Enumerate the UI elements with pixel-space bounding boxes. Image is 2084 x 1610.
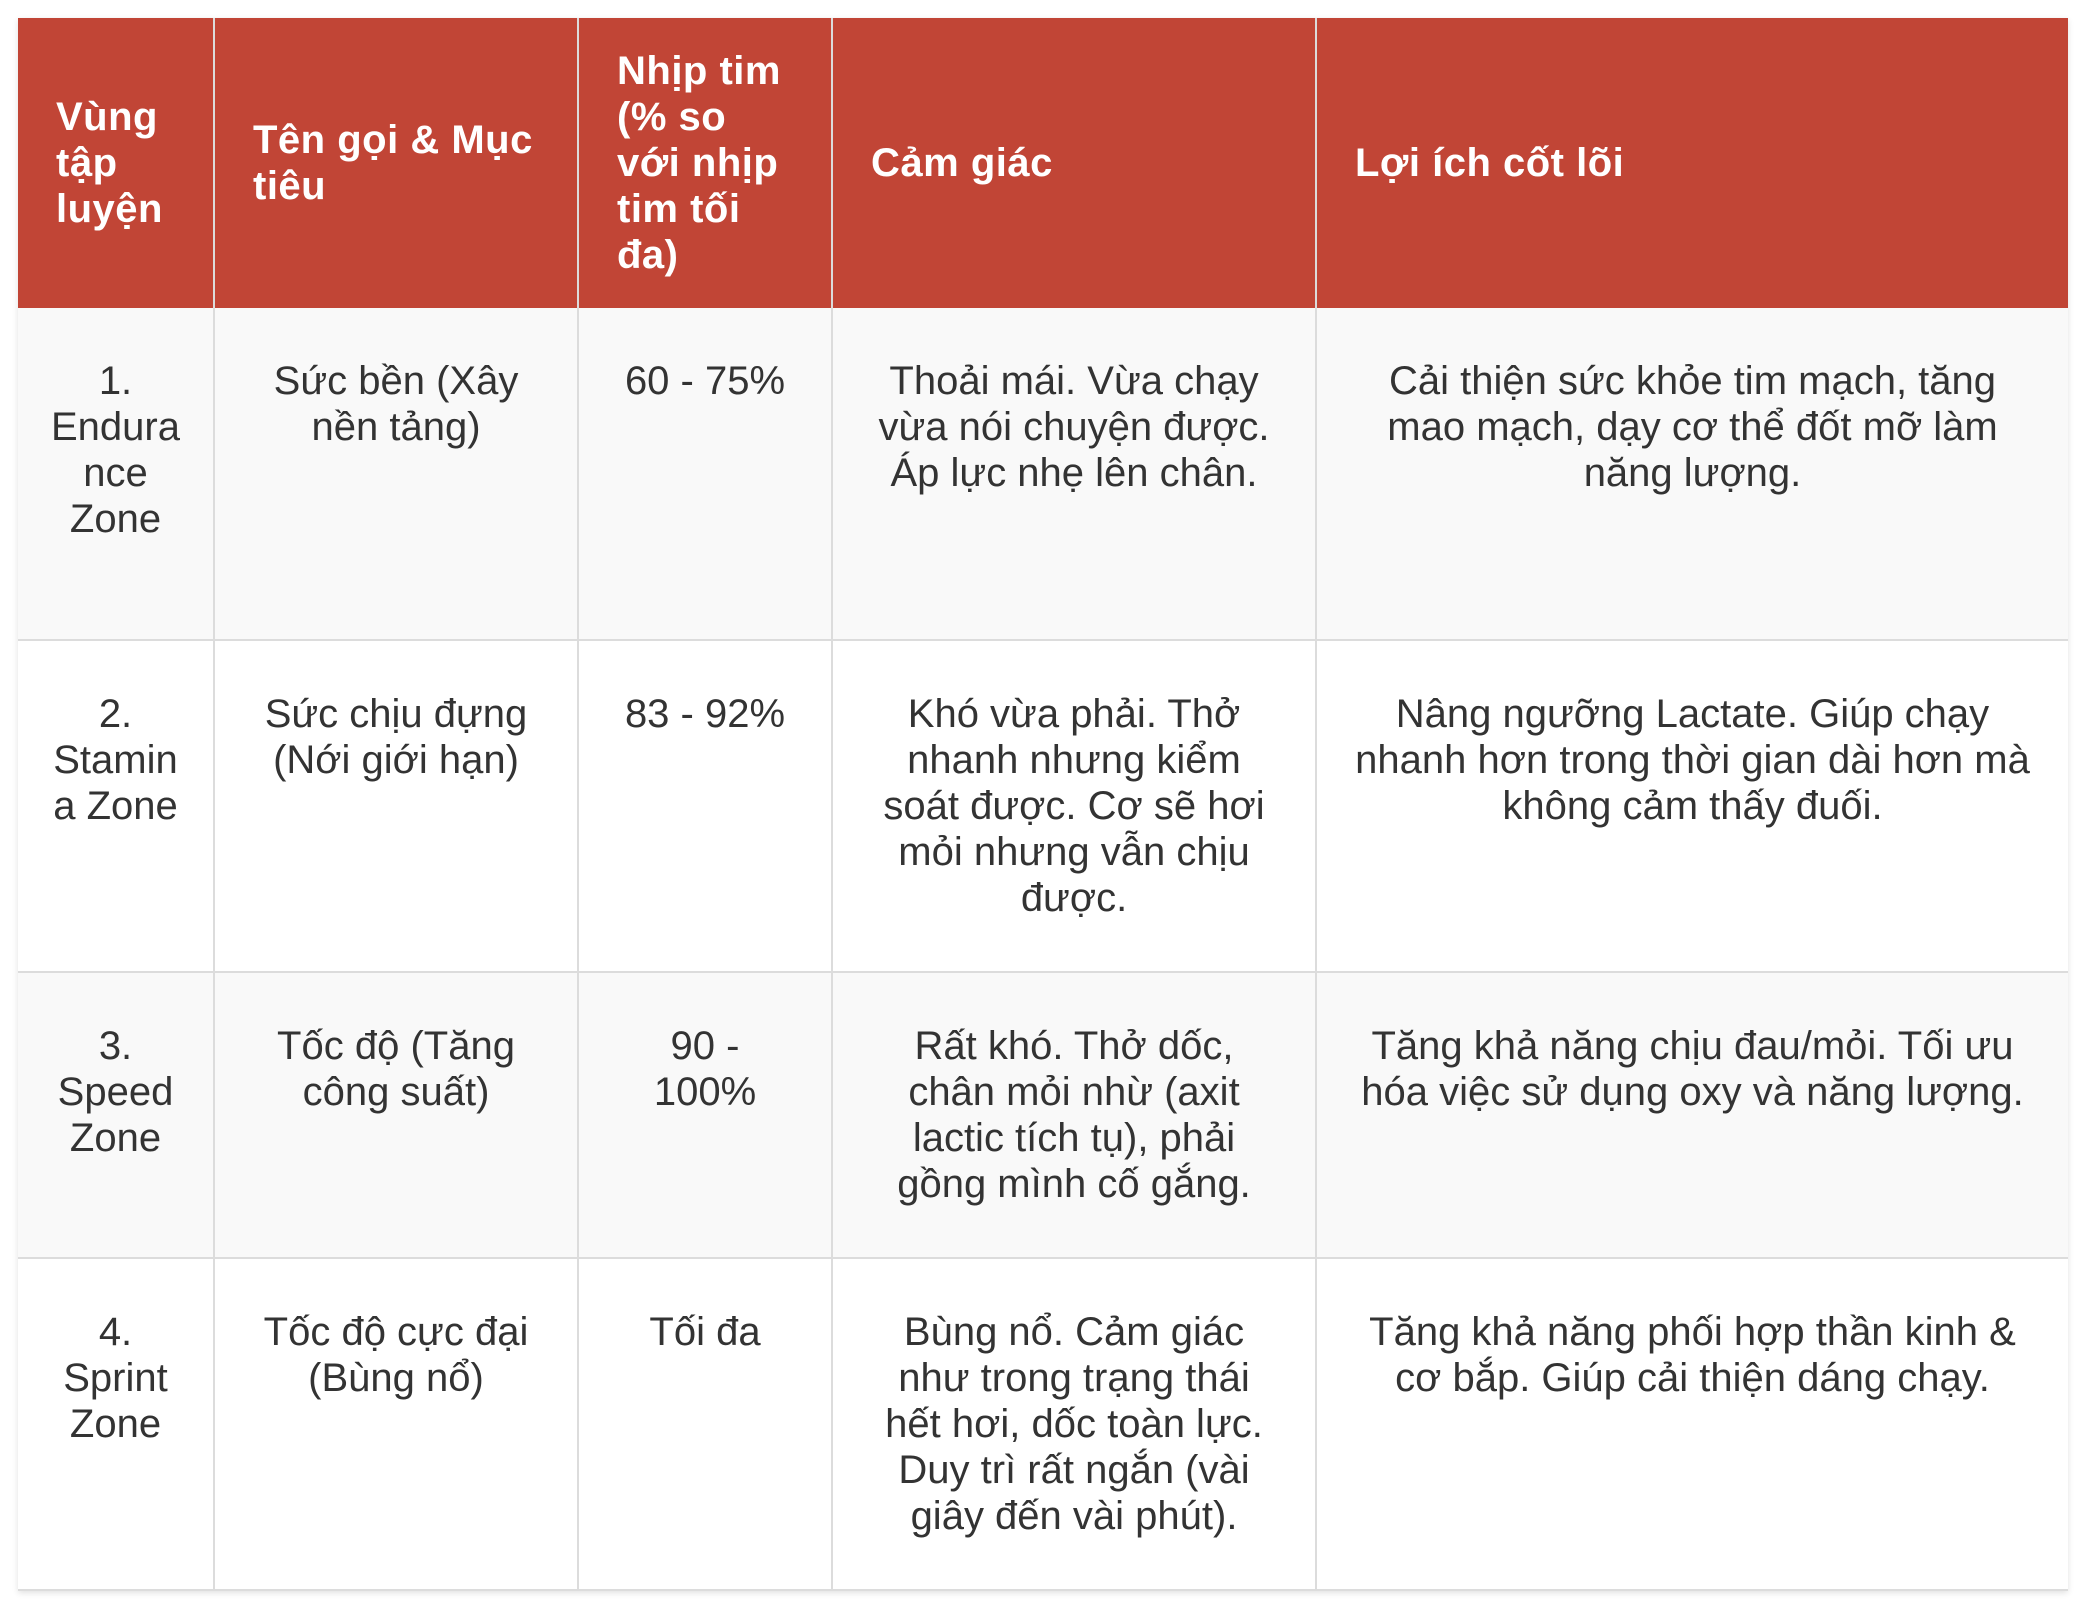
feeling-cell: Khó vừa phải. Thở nhanh nhưng kiểm soát được. Cơ sẽ hơi mỏi nhưng vẫn chịu được.: [832, 640, 1316, 972]
table-row: [18, 640, 2068, 972]
benefit-cell: Tăng khả năng phối hợp thần kinh & cơ bắp. Giúp cải thiện dáng chạy.: [1316, 1258, 2068, 1590]
heart-rate-cell: Tối đa: [578, 1258, 832, 1590]
header-zone: Vùng tập luyện: [18, 18, 214, 308]
table-row: [18, 972, 2068, 1258]
header-name-goal: Tên gọi & Mục tiêu: [214, 18, 578, 308]
zone-cell: 2. Stamina Zone: [18, 640, 214, 972]
header-benefit: Lợi ích cốt lõi: [1316, 18, 2068, 308]
header-heart-rate: Nhịp tim (% so với nhịp tim tối đa): [578, 18, 832, 308]
training-zones-table: [18, 18, 2068, 1591]
name-goal-cell: Sức bền (Xây nền tảng): [214, 308, 578, 640]
name-goal-cell: Sức chịu đựng (Nới giới hạn): [214, 640, 578, 972]
feeling-cell: Rất khó. Thở dốc, chân mỏi nhừ (axit lactic tích tụ), phải gồng mình cố gắng.: [832, 972, 1316, 1258]
heart-rate-cell: 60 - 75%: [578, 308, 832, 640]
heart-rate-cell: 83 - 92%: [578, 640, 832, 972]
zone-cell: 4. Sprint Zone: [18, 1258, 214, 1590]
header-row: [18, 18, 2068, 308]
table-row: [18, 1258, 2068, 1590]
benefit-cell: Cải thiện sức khỏe tim mạch, tăng mao mạch, dạy cơ thể đốt mỡ làm năng lượng.: [1316, 308, 2068, 640]
benefit-cell: Nâng ngưỡng Lactate. Giúp chạy nhanh hơn trong thời gian dài hơn mà không cảm thấy đuối.: [1316, 640, 2068, 972]
benefit-cell: Tăng khả năng chịu đau/mỏi. Tối ưu hóa việc sử dụng oxy và năng lượng.: [1316, 972, 2068, 1258]
zone-cell: 3. Speed Zone: [18, 972, 214, 1258]
header-feeling: Cảm giác: [832, 18, 1316, 308]
table-body: [18, 308, 2068, 1590]
zone-cell: 1. Endurance Zone: [18, 308, 214, 640]
name-goal-cell: Tốc độ (Tăng công suất): [214, 972, 578, 1258]
heart-rate-cell: 90 - 100%: [578, 972, 832, 1258]
name-goal-cell: Tốc độ cực đại (Bùng nổ): [214, 1258, 578, 1590]
table-row: [18, 308, 2068, 640]
feeling-cell: Bùng nổ. Cảm giác như trong trạng thái hết hơi, dốc toàn lực. Duy trì rất ngắn (vài giây đến vài phút).: [832, 1258, 1316, 1590]
training-zones-table-container: [18, 18, 2068, 1591]
table-header: [18, 18, 2068, 308]
feeling-cell: Thoải mái. Vừa chạy vừa nói chuyện được. Áp lực nhẹ lên chân.: [832, 308, 1316, 640]
